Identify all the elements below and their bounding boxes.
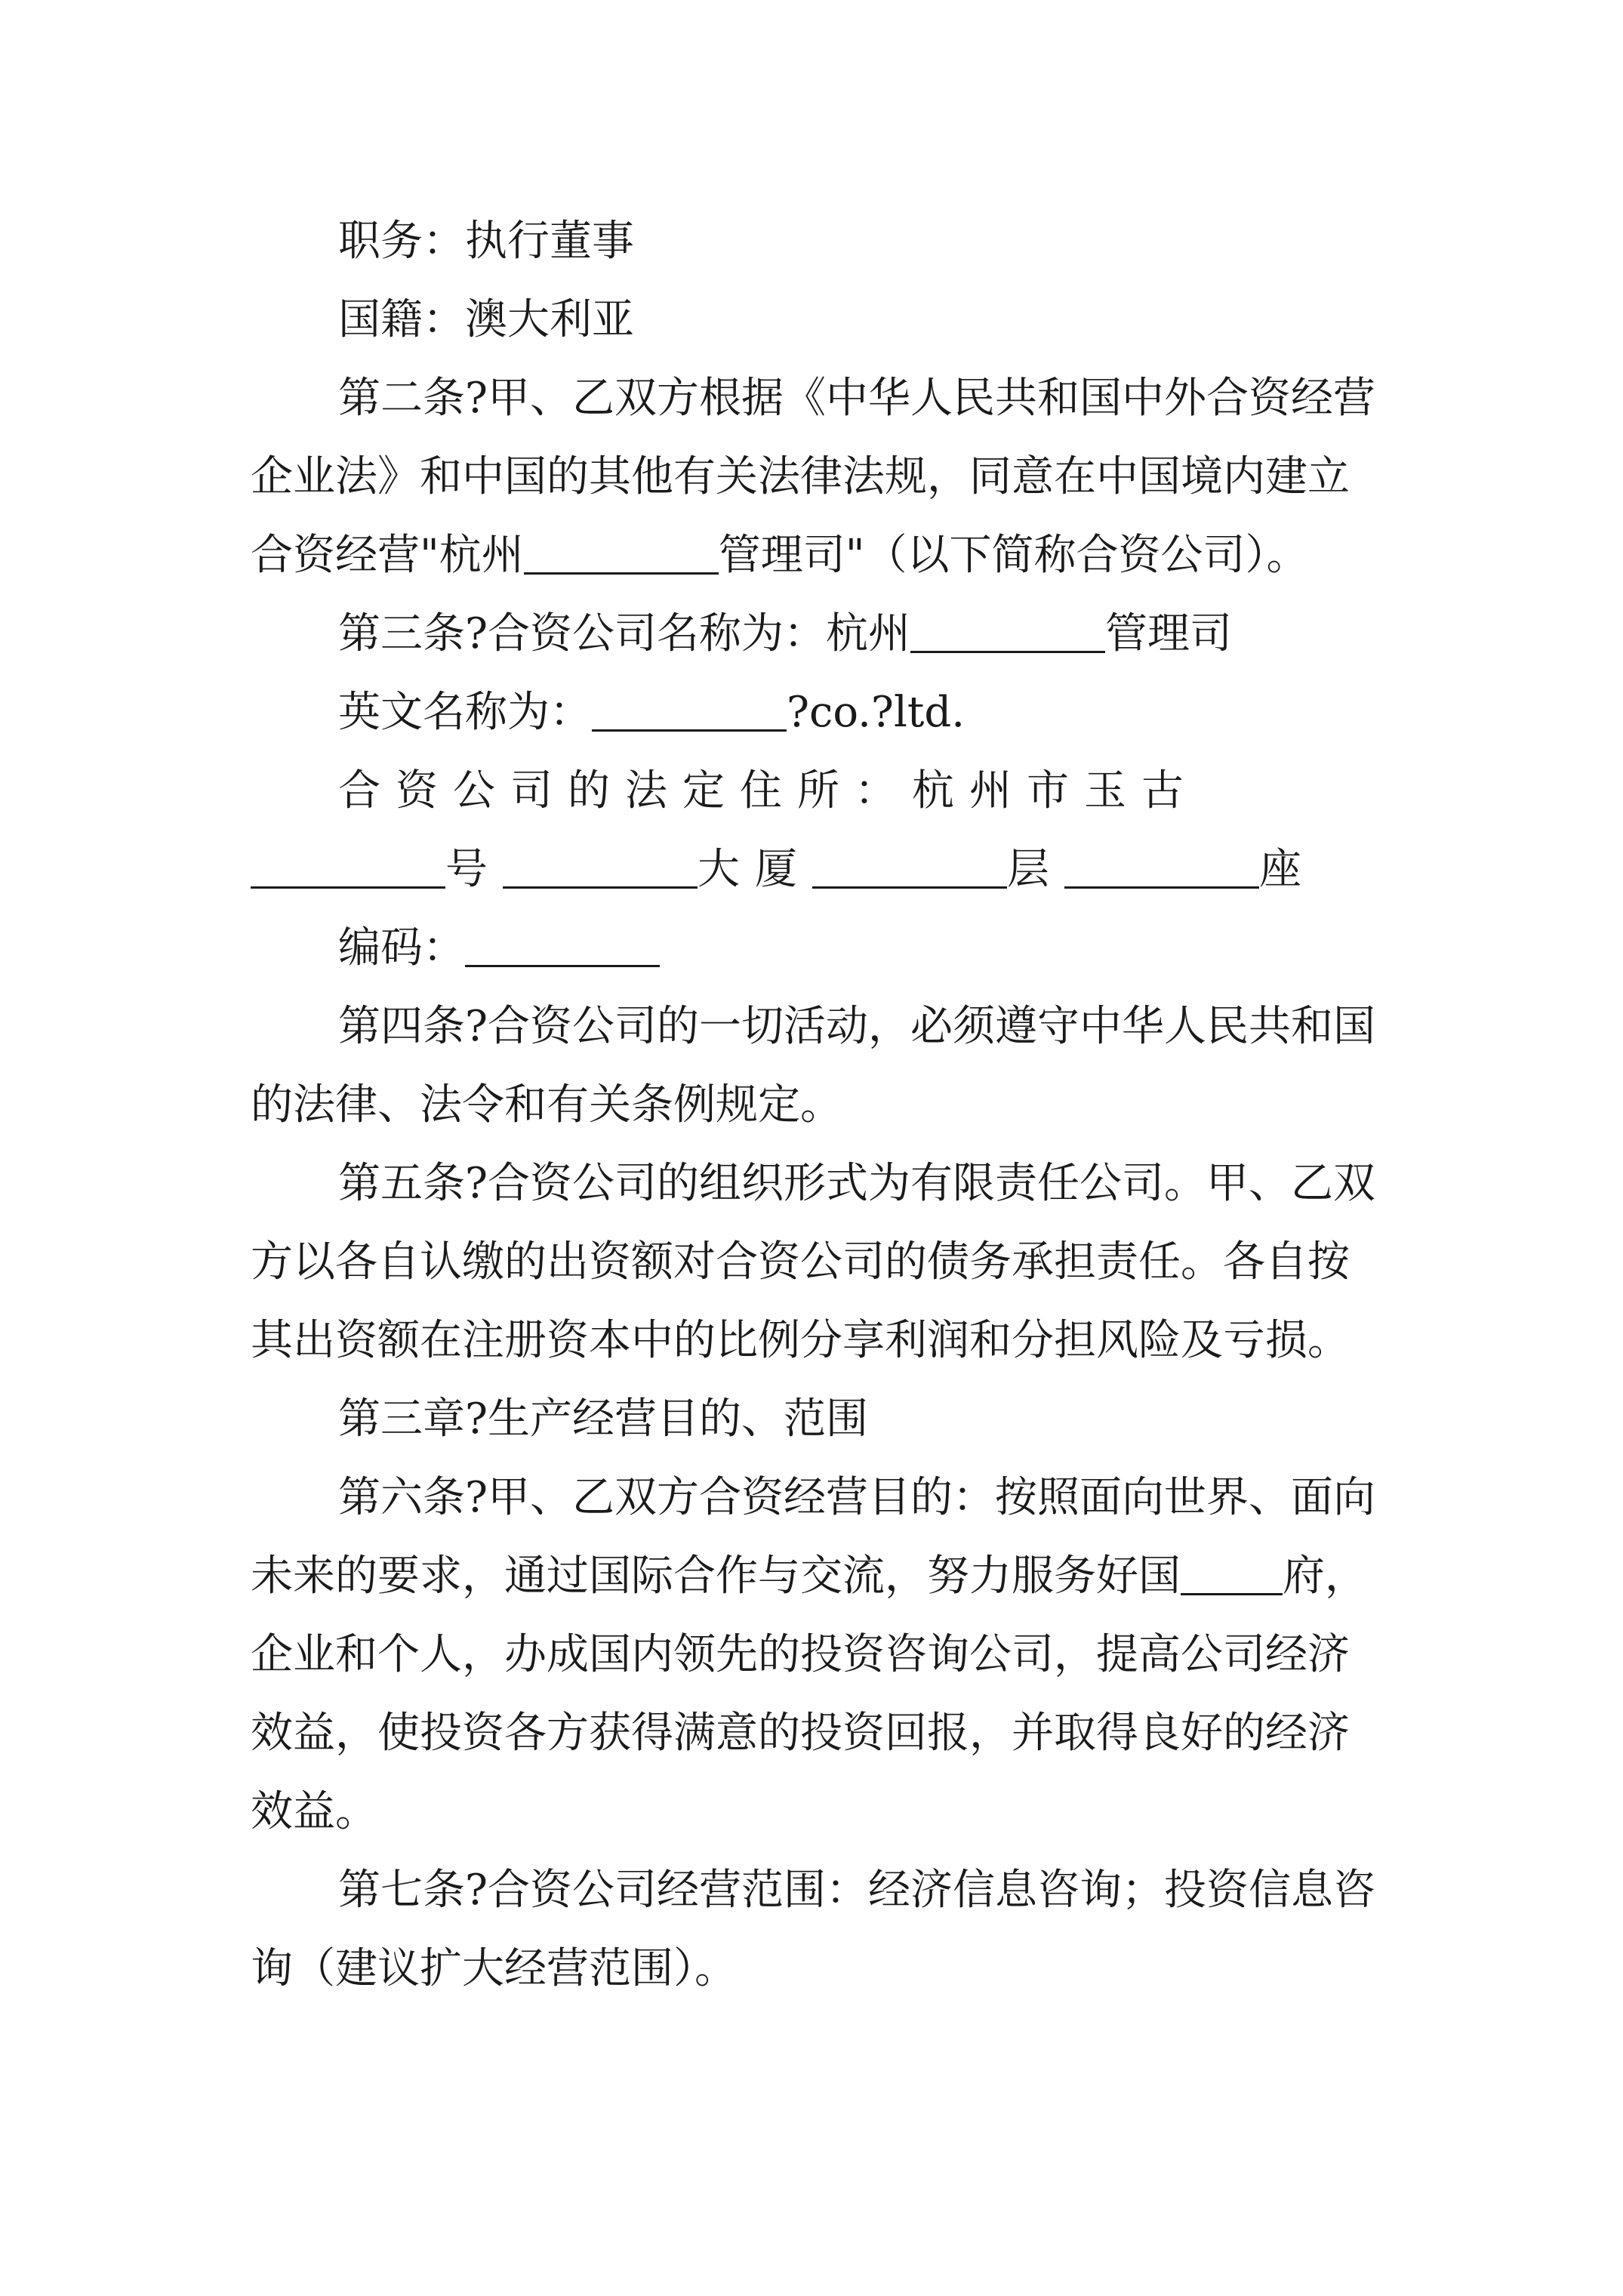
paragraph-text: 合资公司的法定住所：杭州市玉古 — [338, 766, 1199, 815]
paragraph-text: 座 — [1259, 845, 1317, 894]
paragraph-text: ?co.?ltd. — [787, 688, 965, 737]
fill-in-blank — [812, 844, 1007, 889]
paragraph-text: 英文名称为： — [338, 688, 592, 737]
fill-in-blank — [1064, 844, 1259, 889]
paragraph-text: 号 — [445, 845, 503, 894]
fill-in-blank — [910, 609, 1105, 653]
paragraph-text: 层 — [1007, 845, 1064, 894]
paragraph-article4: 第四条?合资公司的一切活动，必须遵守中华人民共和国的法律、法令和有关条例规定。 — [251, 1002, 1376, 1130]
paragraph-text: 第三条?合资公司名称为：杭州 — [338, 609, 911, 658]
paragraph-nationality: 国籍：澳大利亚 — [338, 295, 634, 344]
fill-in-blank — [1181, 1551, 1283, 1595]
paragraph-postcode — [251, 909, 1383, 988]
paragraph-text: 府，企业和个人，办成国内领先的投资咨询公司，提高公司经济效益，使投资各方获得满意的投资回报，并取得良好的经济效益。 — [251, 1552, 1367, 1836]
paragraph-text: 编码： — [338, 923, 465, 972]
fill-in-blank — [251, 844, 445, 889]
paragraph-text: 大厦 — [698, 845, 812, 894]
fill-in-blank — [503, 844, 698, 889]
fill-in-blank — [524, 530, 719, 575]
paragraph-position: 职务：执行董事 — [338, 217, 634, 266]
paragraph-english-name — [251, 673, 1383, 752]
paragraph-chapter3: 第三章?生产经营目的、范围 — [338, 1395, 869, 1444]
paragraph-text: 第二条?甲、乙双方根据《中华人民共和国中外合资经营企业法》和中国的其他有关法律法规，同意在中国境内建立合资经营"杭州 — [251, 374, 1376, 580]
paragraph-article5: 第五条?合资公司的组织形式为有限责任公司。甲、乙双方以各自认缴的出资额对合资公司的债务承担责任。各自按其出资额在注册资本中的比例分享利润和分担风险及亏损。 — [251, 1159, 1376, 1365]
document-body — [251, 202, 1383, 2008]
paragraph-article7: 第七条?合资公司经营范围：经济信息咨询；投资信息咨询（建议扩大经营范围）。 — [251, 1866, 1376, 1993]
paragraph-text: 管理司 — [1105, 609, 1233, 658]
fill-in-blank — [465, 923, 660, 967]
paragraph-article2 — [251, 359, 1383, 595]
paragraph-text: 管理司"（以下简称合资公司）。 — [718, 531, 1309, 580]
paragraph-text: 第六条?甲、乙双方合资经营目的：按照面向世界、面向未来的要求，通过国际合作与交流，努力服务好国 — [251, 1473, 1376, 1601]
paragraph-article3-name — [251, 595, 1383, 673]
fill-in-blank — [592, 687, 787, 732]
paragraph-legal-address — [251, 752, 1383, 909]
paragraph-article6 — [251, 1459, 1383, 1851]
